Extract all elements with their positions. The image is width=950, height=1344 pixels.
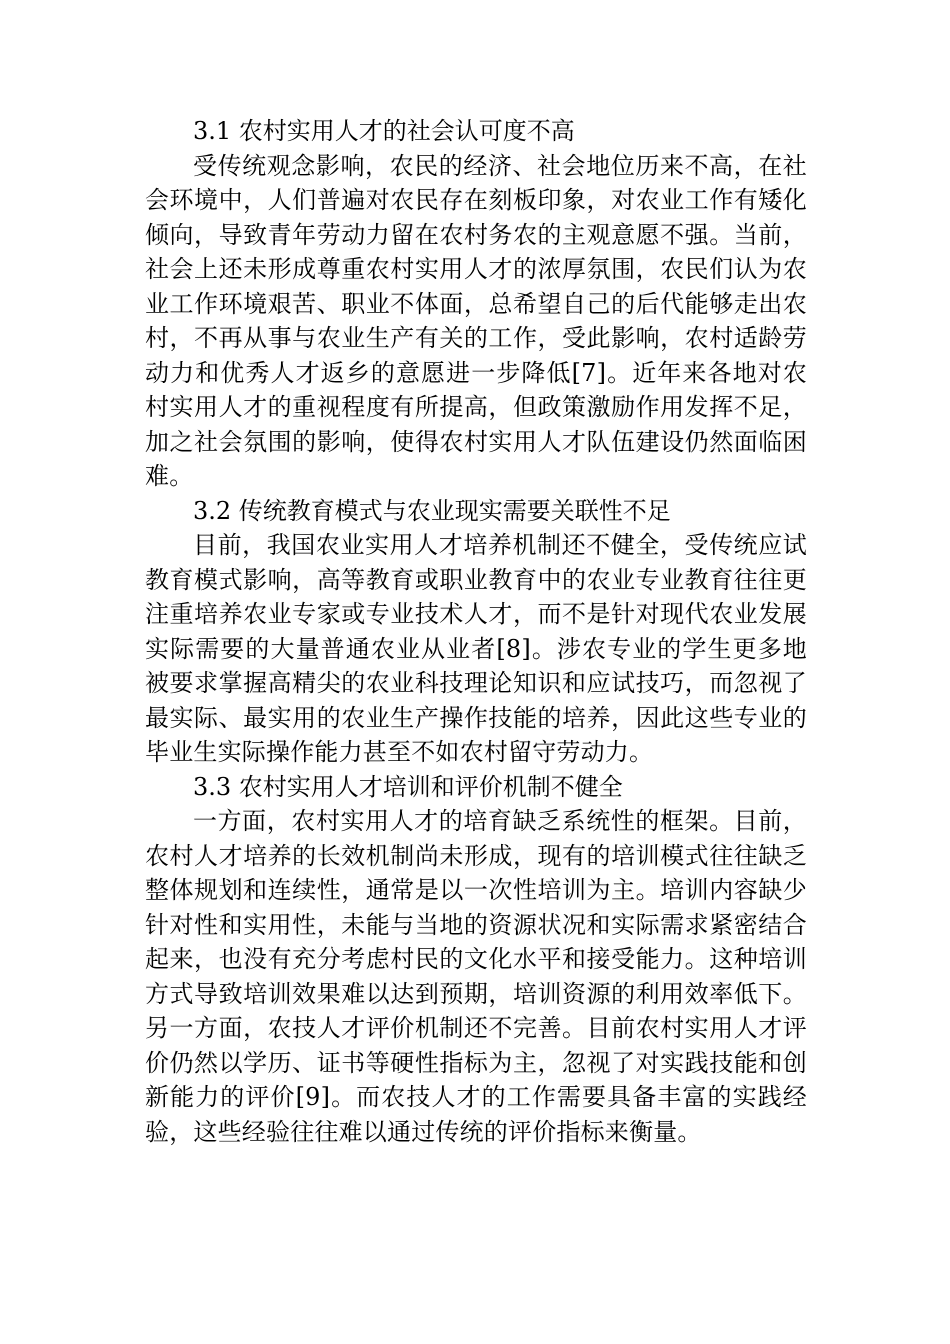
section-heading-3-2: 3.2 传统教育模式与农业现实需要关联性不足 (193, 496, 671, 525)
section-heading-3-1: 3.1 农村实用人才的社会认可度不高 (193, 117, 575, 145)
section-heading-3-3: 3.3 农村实用人才培训和评价机制不健全 (193, 772, 623, 801)
document-page (145, 114, 807, 1149)
section-paragraph-3-3: 一方面，农村实用人才的培育缺乏系统性的框架。目前，农村人才培养的长效机制尚未形成，现有的培训模式往往缺乏整体规划和连续性，通常是以一次性培训为主。培训内容缺少针对性和实用性，未能与当地的资源状况和实际需求紧密结合起来，也没有充分考虑村民的文化水平和接受能力。这种培训方式导致培训效果难以达到预期，培训资源的利用效率低下。另一方面，农技人才评价机制还不完善。目前农村实用人才评价仍然以学历、证书等硬性指标为主，忽视了对实践技能和创新能力的评价[9]。而农技人才的工作需要具备丰富的实践经验，这些经验往往难以通过传统的评价指标来衡量。 (145, 807, 807, 1146)
section-paragraph-3-2: 目前，我国农业实用人才培养机制还不健全，受传统应试教育模式影响，高等教育或职业教育中的农业专业教育往往更注重培养农业专家或专业技术人才，而不是针对现代农业发展实际需要的大量普通农业从业者[8]。涉农专业的学生更多地被要求掌握高精尖的农业科技理论知识和应试技巧，而忽视了最实际、最实用的农业生产操作技能的培养，因此这些专业的毕业生实际操作能力甚至不如农村留守劳动力。 (145, 531, 807, 766)
section-paragraph-3-1: 受传统观念影响，农民的经济、社会地位历来不高，在社会环境中，人们普遍对农民存在刻板印象，对农业工作有矮化倾向，导致青年劳动力留在农村务农的主观意愿不强。当前，社会上还未形成尊重农村实用人才的浓厚氛围，农民们认为农业工作环境艰苦、职业不体面，总希望自己的后代能够走出农村，不再从事与农业生产有关的工作，受此影响，农村适龄劳动力和优秀人才返乡的意愿进一步降低[7]。近年来各地对农村实用人才的重视程度有所提高，但政策激励作用发挥不足，加之社会氛围的影响，使得农村实用人才队伍建设仍然面临困难。 (145, 151, 807, 490)
